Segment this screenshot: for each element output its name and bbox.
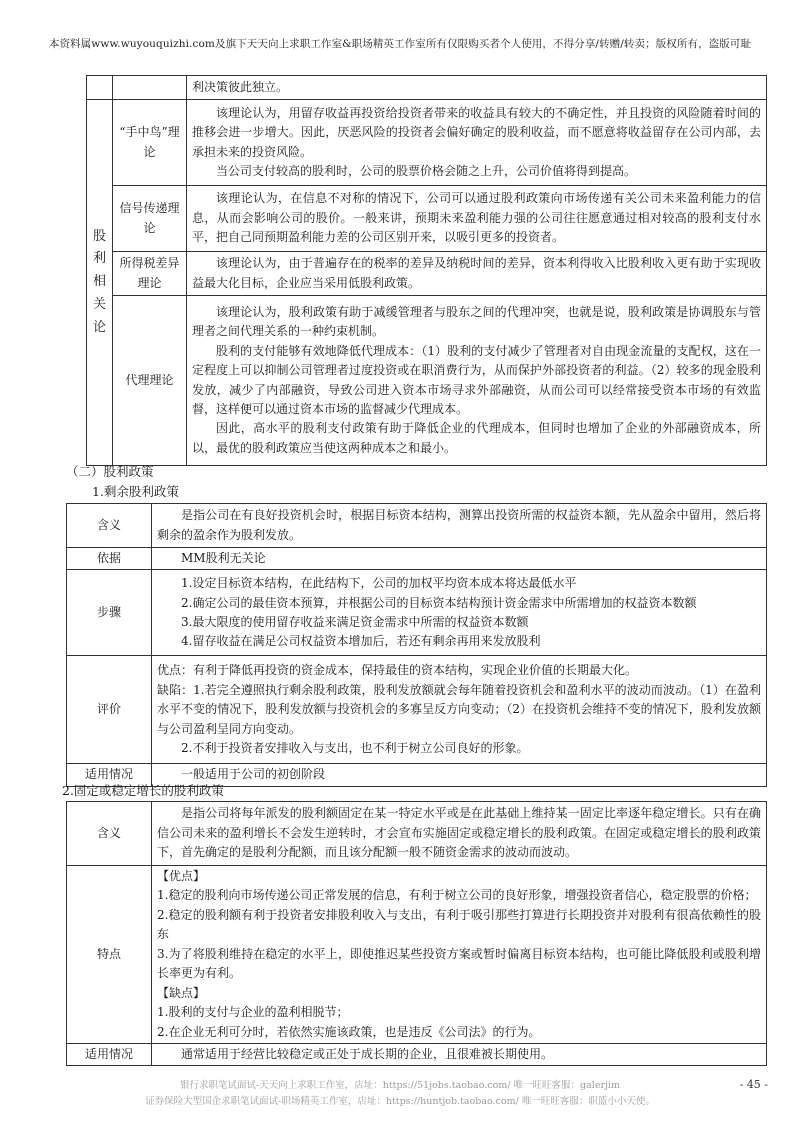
row-label-basis: 依据 [67,548,152,570]
table-row [67,1043,767,1065]
row-label-features: 特点 [67,866,152,1044]
theory-name-agency: 代理理论 [113,296,187,466]
section-heading-dividend-policy: （二）股利政策 [66,464,154,479]
footer-shop-line-2: 证券保险大型国企求职笔试面试-职场精英工作室，店址：https://huntjob.taobao.com/ 唯一旺旺客服：职篮小小天使。 [145,1096,655,1107]
list-item: 1.稳定的股利向市场传递公司正常发展的信息，有利于树立公司的良好形象，增强投资者信心，稳定股票的价格； [157,888,757,903]
theory-description: 该理论认为，在信息不对称的情况下，公司可以通过股利政策向市场传递有关公司未来盈利能力的信息，从而会影响公司的股价。一般来讲，预期未来盈利能力强的公司往往愿意通过相对较高的股利支付水平，把自己同预期盈利能力差的公司区别开来，以吸引更多的投资者。 [187,186,767,252]
table-row [67,656,767,764]
table-row [87,76,767,100]
row-label-applicable: 适用情况 [67,1043,152,1065]
list-item: 2.确定公司的最佳资本预算，并根据公司的目标资本结构预计资金需求中所需增加的权益资本数额 [181,595,697,610]
table-row [87,296,767,466]
fixed-policy-table [66,801,767,1066]
group-label-dividend-relevance: 股 利 相 关 论 [87,100,113,466]
table-row [87,186,767,252]
theory-name-signaling: 信号传递理论 [113,186,187,252]
theory-name-tax-differential: 所得税差异理论 [113,252,187,296]
list-item: 2.在企业无利可分时，若依然实施该政策，也是违反《公司法》的行为。 [157,1024,541,1039]
subheading-fixed-policy: 2.固定或稳定增长的股利政策 [62,783,224,798]
residual-policy-table [66,503,767,787]
list-item: 1.设定目标资本结构，在此结构下，公司的加权平均资本成本将达最低水平 [181,576,577,591]
theory-name-bird-in-hand: “手中鸟”理论 [113,100,187,186]
basis-text: MM股利无关论 [152,548,767,570]
table-row [87,252,767,296]
table-row [67,504,767,548]
table-row [67,548,767,570]
dividend-theory-table [86,75,767,466]
list-item: 1.股利的支付与企业的盈利相脱节； [157,1005,349,1020]
cell-text: 利决策彼此独立。 [187,76,767,100]
table-row [67,570,767,656]
table-row [87,100,767,186]
applicable-text: 通常适用于经营比较稳定或正处于成长期的企业，且很难被长期使用。 [152,1043,767,1065]
copyright-header: 本资料属www.wuyouquizhi.com及旗下天天向上求职工作室&职场精英工作室所有仅限购买者个人使用，不得分享/转赠/转卖；版权所有，盗版可耻 [48,38,752,50]
empty-cell [113,76,187,100]
meaning-text: 是指公司在有良好投资机会时，根据目标资本结构，测算出投资所需的权益资本额，先从盈余中留用，然后将剩余的盈余作为股利发放。 [152,504,767,548]
theory-description: 该理论认为，由于普遍存在的税率的差异及纳税时间的差异，资本利得收入比股利收入更有助于实现收益最大化目标，企业应当采用低股利政策。 [187,252,767,296]
table-row [67,866,767,1044]
row-label-evaluation: 评价 [67,656,152,764]
theory-description: 该理论认为，用留存收益再投资给投资者带来的收益具有较大的不确定性，并且投资的风险随着时间的推移会进一步增大。因此，厌恶风险的投资者会偏好确定的股利收益，而不愿意将收益留存在公司内部，去承担未来的投资风险。 当公司支付较高的股利时，公司的股票价格会随之上升，公司价值将得到提高。 [187,100,767,186]
subheading-residual-policy: 1.剩余股利政策 [92,484,179,499]
row-label-meaning: 含义 [67,504,152,548]
row-label-applicable: 适用情况 [67,764,152,786]
row-label-meaning: 含义 [67,802,152,866]
list-item: 2.稳定的股利额有利于投资者安排股利收入与支出，有利于吸引那些打算进行长期投资并对股利有很高依赖性的股东 [157,907,761,942]
table-row [67,802,767,866]
list-item: 3.最大限度的使用留存收益来满足资金需求中所需的权益资本数额 [181,614,529,629]
row-label-steps: 步骤 [67,570,152,656]
evaluation-text: 优点：有利于降低再投资的资金成本，保持最佳的资本结构，实现企业价值的长期最大化。 缺陷：1.若完全遵照执行剩余股利政策，股利发放额就会每年随着投资机会和盈利水平的波动而波动。（1）在盈利水平不变的情况下，股利发放额与投资机会的多寡呈反方向变动；（2）在投资机会维持不变的情况下，股利发放额与公司盈利呈同方向变动。 2.不利于投资者安排收入与支出，也不利于树立公司良好的形象。 [152,656,767,764]
meaning-text: 是指公司将每年派发的股利额固定在某一特定水平或是在此基础上维持某一固定比率逐年稳定增长。只有在确信公司未来的盈利增长不会发生逆转时，才会宣布实施固定或稳定增长的股利政策。在固定或稳定增长的股利政策下，首先确定的是股利分配额，而且该分配额一般不随资金需求的波动而波动。 [152,802,767,866]
features-text: 【优点】 1.稳定的股利向市场传递公司正常发展的信息，有利于树立公司的良好形象，增强投资者信心，稳定股票的价格； 2.稳定的股利额有利于投资者安排股利收入与支出，有利于吸引那些打算进行长期投资并对股利有很高依赖性的股东 3.为了将股利维持在稳定的水平上，即使推迟某些投资方案或暂时偏离目标资本结构，也可能比降低股利或股利增长率更为有利。 【缺点】 1.股利的支付与企业的盈利相脱节； 2.在企业无利可分时，若依然实施该政策，也是违反《公司法》的行为。 [152,866,767,1044]
footer-shop-line-1: 银行求职笔试面试-天天向上求职工作室，店址：https://51jobs.taobao.com/ 唯一旺旺客服：galerjim [180,1080,620,1091]
list-item: 3.为了将股利维持在稳定的水平上，即使推迟某些投资方案或暂时偏离目标资本结构，也可能比降低股利或股利增长率更为有利。 [157,946,761,981]
theory-description: 该理论认为，股利政策有助于减缓管理者与股东之间的代理冲突，也就是说，股利政策是协调股东与管理者之间代理关系的一种约束机制。 股利的支付能够有效地降低代理成本：（1）股利的支付减少了管理者对自由现金流量的支配权，这在一定程度上可以抑制公司管理者过度投资或在职消费行为，从而保护外部投资者的利益。（2）较多的现金股利发放，减少了内部融资，导致公司进入资本市场寻求外部融资，从而公司可以经常接受资本市场的有效监督，这样便可以通过资本市场的监督减少代理成本。 因此，高水平的股利支付政策有助于降低企业的代理成本，但同时也增加了企业的外部融资成本，所以，最优的股利政策应当使这两种成本之和最小。 [187,296,767,466]
list-item: 4.留存收益在满足公司权益资本增加后，若还有剩余再用来发放股利 [181,634,541,649]
page-number: - 45 - [739,1078,768,1091]
steps-list [152,570,767,656]
empty-cell [87,76,113,100]
applicable-text: 一般适用于公司的初创阶段 [152,764,767,786]
